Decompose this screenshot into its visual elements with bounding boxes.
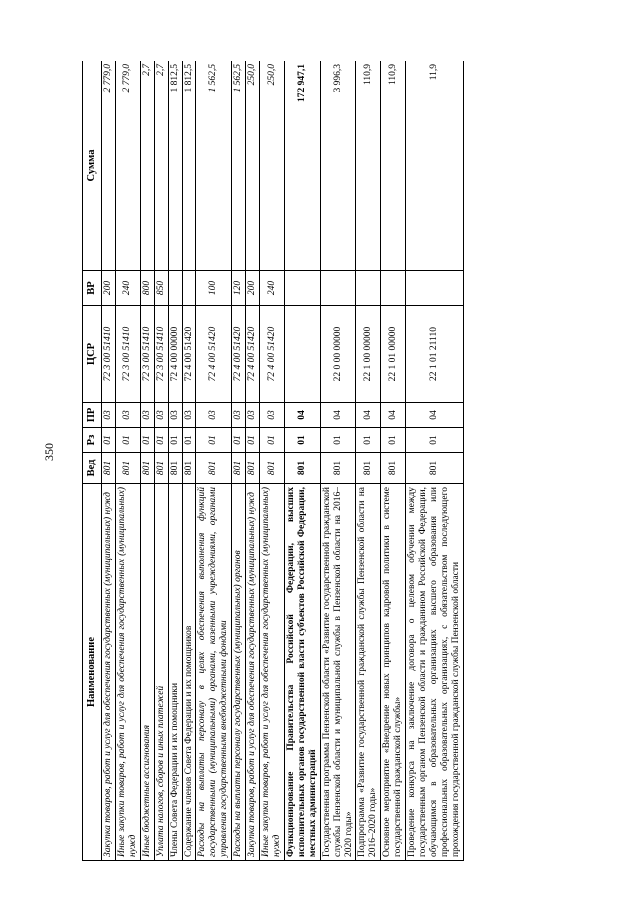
cell-csr: 72 4 00 51420 [182,306,196,403]
cell-csr: 72 3 00 51410 [154,306,168,403]
cell-sum: 1 812,5 [182,61,196,271]
table-row [406,61,464,861]
cell-name: Расходы на выплаты персоналу государственных (муниципальных) органов [232,484,246,861]
cell-csr: 72 4 00 51420 [232,306,246,403]
cell-ved: 801 [168,453,182,484]
cell-pr: 04 [284,403,320,428]
cell-ved: 801 [102,453,116,484]
cell-vr [406,271,464,306]
cell-name: Иные бюджетные ассигнования [140,484,154,861]
table-row [260,61,285,861]
cell-rz: 01 [196,428,232,453]
cell-vr: 100 [196,271,232,306]
cell-ved: 801 [381,453,406,484]
cell-pr: 03 [168,403,182,428]
cell-name: Иные закупки товаров, работ и услуг для обеспечения государственных (муниципальных) нужд [260,484,285,861]
cell-sum: 3 996,3 [320,61,356,271]
cell-csr: 22 1 00 00000 [356,306,381,403]
cell-sum: 250,0 [246,61,260,271]
cell-csr: 22 1 01 21110 [406,306,464,403]
cell-rz: 01 [168,428,182,453]
cell-pr: 03 [102,403,116,428]
cell-sum: 2 779,0 [115,61,140,271]
cell-pr: 04 [381,403,406,428]
table-row [381,61,406,861]
cell-pr: 03 [154,403,168,428]
table-row [356,61,381,861]
header-csr: ЦСР [83,306,102,403]
cell-sum: 1 812,5 [168,61,182,271]
cell-ved: 801 [182,453,196,484]
cell-pr: 04 [356,403,381,428]
cell-csr: 22 0 00 00000 [320,306,356,403]
cell-rz: 01 [140,428,154,453]
cell-pr: 03 [115,403,140,428]
cell-ved: 801 [260,453,285,484]
cell-vr [320,271,356,306]
cell-rz: 01 [182,428,196,453]
cell-vr [182,271,196,306]
table-row [154,61,168,861]
cell-rz: 01 [356,428,381,453]
cell-rz: 01 [284,428,320,453]
cell-csr: 22 1 01 00000 [381,306,406,403]
cell-name: Подпрограмма «Развитие государственной гражданской службы Пензенской области на 2016–2020 годы» [356,484,381,861]
cell-ved: 801 [140,453,154,484]
cell-csr: 72 4 00 51420 [260,306,285,403]
cell-sum: 172 947,1 [284,61,320,271]
cell-ved: 801 [196,453,232,484]
cell-rz: 01 [246,428,260,453]
cell-sum: 2,7 [140,61,154,271]
cell-rz: 01 [115,428,140,453]
cell-pr: 03 [232,403,246,428]
cell-rz: 01 [232,428,246,453]
cell-ved: 801 [232,453,246,484]
header-rz: Рз [83,428,102,453]
table-row [115,61,140,861]
rotated-page-container [82,61,555,861]
table-row [232,61,246,861]
cell-sum: 1 562,5 [196,61,232,271]
cell-sum: 110,9 [381,61,406,271]
cell-name: Закупка товаров, работ и услуг для обеспечения государственных (муниципальных) нужд [102,484,116,861]
table-row [246,61,260,861]
cell-vr: 800 [140,271,154,306]
cell-name: Содержание членов Совета Федерации и их помощников [182,484,196,861]
cell-rz: 01 [102,428,116,453]
cell-vr: 120 [232,271,246,306]
cell-sum: 2,7 [154,61,168,271]
cell-name: Основное мероприятие «Внедрение новых принципов кадровой политики в системе государственной гражданской службы» [381,484,406,861]
cell-ved: 801 [406,453,464,484]
cell-csr: 72 3 00 51410 [115,306,140,403]
cell-rz: 01 [154,428,168,453]
header-name: Наименование [83,484,102,861]
cell-ved: 801 [115,453,140,484]
cell-rz: 01 [260,428,285,453]
header-vr: ВР [83,271,102,306]
cell-vr: 240 [115,271,140,306]
cell-name: Иные закупки товаров, работ и услуг для обеспечения государственных (муниципальных) нужд [115,484,140,861]
cell-name: Закупка товаров, работ и услуг для обеспечения государственных (муниципальных) нужд [246,484,260,861]
cell-pr: 03 [182,403,196,428]
cell-ved: 801 [246,453,260,484]
cell-name: Государственная программа Пензенской области «Развитие государственной гражданской службы Пензенской области и муниципальной службы в Пензенской области на 2016–2020 годы» [320,484,356,861]
cell-pr: 03 [196,403,232,428]
cell-pr: 04 [406,403,464,428]
page-number: 350 [42,443,56,461]
cell-vr: 200 [246,271,260,306]
budget-table [82,61,464,861]
rotated-table-wrapper [82,61,555,861]
cell-name: Уплата налогов, сборов и иных платежей [154,484,168,861]
cell-sum: 2 779,0 [102,61,116,271]
cell-ved: 801 [284,453,320,484]
cell-sum: 1 562,5 [232,61,246,271]
cell-csr: 72 4 00 00000 [168,306,182,403]
table-row [284,61,320,861]
cell-pr: 03 [140,403,154,428]
cell-vr [284,271,320,306]
table-row [320,61,356,861]
table-row [102,61,116,861]
cell-vr [168,271,182,306]
table-header-row [83,61,102,861]
cell-ved: 801 [356,453,381,484]
cell-name: Члены Совета Федерации и их помощники [168,484,182,861]
cell-sum: 250,0 [260,61,285,271]
header-sum: Сумма [83,61,102,271]
cell-rz: 01 [381,428,406,453]
cell-pr: 04 [320,403,356,428]
cell-pr: 03 [260,403,285,428]
cell-csr: 72 4 00 51420 [246,306,260,403]
cell-csr [284,306,320,403]
cell-rz: 01 [406,428,464,453]
cell-vr: 200 [102,271,116,306]
cell-csr: 72 3 00 51410 [102,306,116,403]
cell-ved: 801 [154,453,168,484]
cell-ved: 801 [320,453,356,484]
cell-name: Функционирование Правительства Российской Федерации, высших исполнительных органов государственной власти субъектов Российской Федерации, местных администраций [284,484,320,861]
cell-name: Расходы на выплаты персоналу в целях обеспечения выполнения функций государственными (муниципальными) органами, казенными учреждениями, органами управления государственными внебюджетными фондами [196,484,232,861]
cell-pr: 03 [246,403,260,428]
table-row [168,61,182,861]
cell-rz: 01 [320,428,356,453]
cell-vr [356,271,381,306]
cell-csr: 72 3 00 51410 [140,306,154,403]
table-row [182,61,196,861]
header-ved: Вед [83,453,102,484]
cell-sum: 11,9 [406,61,464,271]
cell-sum: 110,9 [356,61,381,271]
table-row [140,61,154,861]
cell-name: Проведение конкурса на заключение договора о целевом обучении между государственным органом Пензенской области и гражданином Российской Федерации, обучающимся в образовательных организациях высшего образования или профессиональных образовательных организациях, с обязательством последующего прохождения государственной гражданской службы Пензенской области [406,484,464,861]
cell-vr: 850 [154,271,168,306]
table-row [196,61,232,861]
header-pr: ПР [83,403,102,428]
cell-csr: 72 4 00 51420 [196,306,232,403]
cell-vr [381,271,406,306]
cell-vr: 240 [260,271,285,306]
